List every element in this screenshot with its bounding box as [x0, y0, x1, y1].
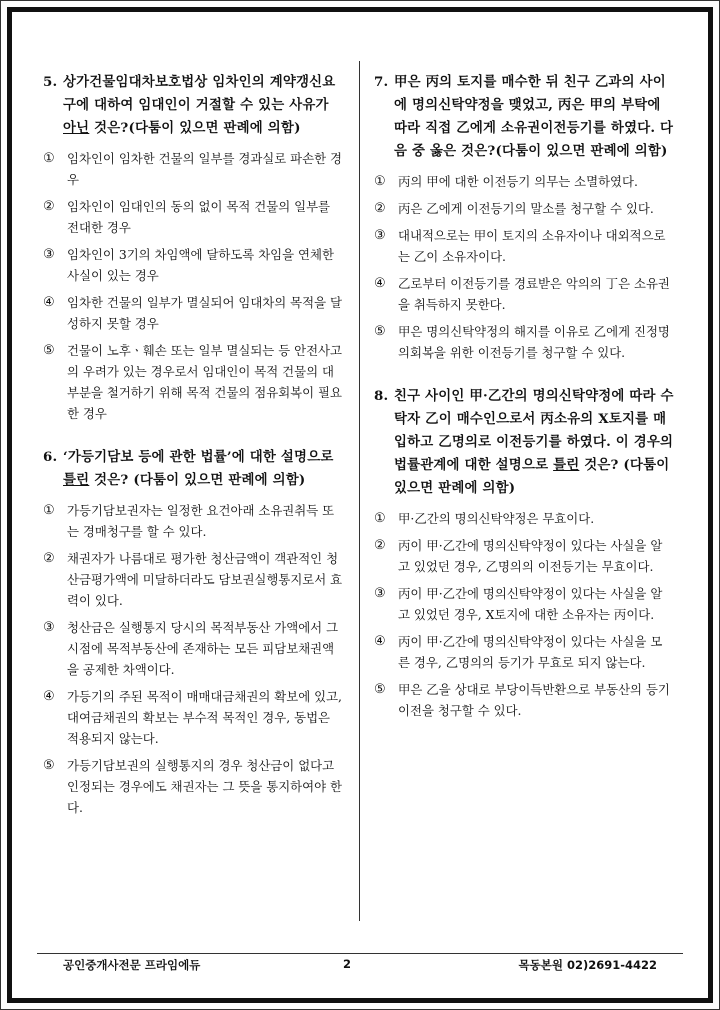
option-number: ③	[374, 586, 386, 601]
option-number: ①	[374, 511, 386, 526]
question-stem	[374, 385, 674, 500]
option-text: 丙이 甲·乙간에 명의신탁약정이 있다는 사실을 모른 경우, 乙명의의 등기가 무효로 되지 않는다.	[398, 634, 663, 670]
answer-option	[43, 244, 343, 286]
option-text: 임차한 건물의 일부가 멸실되어 임대차의 목적을 달성하지 못할 경우	[67, 295, 342, 331]
answer-option	[374, 535, 674, 577]
option-text: 乙로부터 이전등기를 경료받은 악의의 丁은 소유권을 취득하지 못한다.	[398, 276, 670, 312]
option-text: 가등기담보권의 실행통지의 경우 청산금이 없다고 인정되는 경우에도 채권자는 그 뜻을 통지하여야 한다.	[67, 758, 342, 815]
question-text-segment: 것은?(다툼이 있으면 판례에 의함)	[89, 120, 301, 136]
question-block	[43, 446, 343, 818]
answer-options	[374, 508, 674, 721]
option-text: 임차인이 임대인의 동의 없이 목적 건물의 일부를 전대한 경우	[67, 199, 331, 235]
answer-option	[374, 631, 674, 673]
answer-option	[43, 148, 343, 190]
option-text: 甲은 乙을 상대로 부당이득반환으로 부동산의 등기이전을 청구할 수 있다.	[398, 682, 670, 718]
answer-option	[374, 583, 674, 625]
question-block	[374, 385, 674, 721]
answer-option	[374, 273, 674, 315]
option-text: 임차인이 임차한 건물의 일부를 경과실로 파손한 경우	[67, 151, 342, 187]
option-number: ③	[374, 228, 386, 243]
option-text: 건물이 노후ㆍ훼손 또는 일부 멸실되는 등 안전사고의 우려가 있는 경우로서 임대인이 목적 건물의 대부분을 철거하기 위해 목적 건물의 점유회복이 필요한 경우	[67, 343, 342, 421]
footer-divider	[37, 953, 683, 954]
answer-option	[374, 321, 674, 363]
option-text: 가등기의 주된 목적이 매매대금채권의 확보에 있고, 대여금채권의 확보는 부수적 목적인 경우, 동법은 적용되지 않는다.	[67, 689, 342, 746]
answer-options	[43, 500, 343, 818]
footer-contact: 목동본원 02)2691-4422	[518, 958, 657, 972]
option-number: ⑤	[374, 682, 386, 697]
answer-option	[374, 198, 674, 219]
option-number: ①	[43, 503, 55, 518]
option-number: ④	[43, 689, 55, 704]
answer-option	[374, 679, 674, 721]
underlined-emphasis: 틀린	[553, 457, 580, 473]
footer-academy-name: 공인중개사전문 프라임에듀	[63, 958, 201, 972]
option-number: ①	[374, 174, 386, 189]
option-number: ①	[43, 151, 55, 166]
answer-option	[374, 225, 674, 267]
question-text-segment: 甲은 丙의 토지를 매수한 뒤 친구 乙과의 사이에 명의신탁약정을 맺었고, 丙은 甲의 부탁에 따라 직접 乙에게 소유권이전등기를 하였다. 다음 중 옳은 것은?(다툼이 있으면 판례에 의함)	[394, 74, 674, 159]
option-number: ②	[374, 201, 386, 216]
column-divider	[359, 61, 360, 921]
left-column	[43, 71, 343, 840]
answer-option	[43, 292, 343, 334]
answer-option	[374, 508, 674, 529]
question-text-segment: 상가건물임대차보호법상 임차인의 계약갱신요구에 대하여 임대인이 거절할 수 있는 사유가	[63, 74, 336, 113]
answer-option	[43, 500, 343, 542]
answer-options	[43, 148, 343, 424]
option-number: ⑤	[43, 758, 55, 773]
option-number: ④	[43, 295, 55, 310]
option-text: 丙의 甲에 대한 이전등기 의무는 소멸하였다.	[398, 174, 638, 189]
question-number: 7.	[374, 74, 389, 90]
answer-options	[374, 171, 674, 363]
option-number: ③	[43, 620, 55, 635]
answer-option	[43, 617, 343, 680]
question-block	[374, 71, 674, 363]
underlined-emphasis: 틀린	[63, 472, 90, 488]
option-text: 채권자가 나름대로 평가한 청산금액이 객관적인 청산금평가액에 미달하더라도 담보권실행통지로서 효력이 있다.	[67, 551, 343, 608]
option-text: 청산금은 실행통지 당시의 목적부동산 가액에서 그 시점에 목적부동산에 존재하는 모든 피담보채권액을 공제한 차액이다.	[67, 620, 339, 677]
option-number: ④	[374, 634, 386, 649]
question-number: 8.	[374, 388, 389, 404]
option-number: ⑤	[43, 343, 55, 358]
footer-page-number: 2	[343, 957, 352, 971]
option-text: 丙이 甲·乙간에 명의신탁약정이 있다는 사실을 알고 있었던 경우, 乙명의의 이전등기는 무효이다.	[398, 538, 663, 574]
answer-option	[43, 686, 343, 749]
option-number: ②	[43, 199, 55, 214]
question-stem	[374, 71, 674, 163]
right-column	[374, 71, 674, 743]
page-footer	[43, 957, 677, 977]
question-stem	[43, 71, 343, 140]
question-text-segment: 것은? (다툼이 있으면 판례에 의함)	[89, 472, 306, 488]
question-text	[394, 385, 674, 500]
option-text: 甲·乙간의 명의신탁약정은 무효이다.	[398, 511, 595, 526]
option-number: ③	[43, 247, 55, 262]
question-text-segment: ‘가등기담보 등에 관한 법률’에 대한 설명으로	[63, 449, 334, 465]
question-number: 5.	[43, 74, 58, 90]
option-number: ⑤	[374, 324, 386, 339]
option-text: 甲은 명의신탁약정의 해지를 이유로 乙에게 진정명의회복을 위한 이전등기를 청구할 수 있다.	[398, 324, 670, 360]
option-number: ②	[374, 538, 386, 553]
question-text	[63, 71, 343, 140]
question-text	[394, 71, 674, 163]
question-stem	[43, 446, 343, 492]
answer-option	[374, 171, 674, 192]
option-number: ④	[374, 276, 386, 291]
option-text: 대내적으로는 甲이 토지의 소유자이나 대외적으로는 乙이 소유자이다.	[398, 228, 666, 264]
option-text: 가등기담보권자는 일정한 요건아래 소유권취득 또는 경매청구를 할 수 있다.	[67, 503, 335, 539]
answer-option	[43, 755, 343, 818]
option-text: 임차인이 3기의 차임액에 달하도록 차임을 연체한 사실이 있는 경우	[67, 247, 334, 283]
option-text: 丙이 甲·乙간에 명의신탁약정이 있다는 사실을 알고 있었던 경우, X토지에 대한 소유자는 丙이다.	[398, 586, 663, 622]
answer-option	[43, 340, 343, 424]
answer-option	[43, 548, 343, 611]
option-number: ②	[43, 551, 55, 566]
question-text	[63, 446, 343, 492]
question-number: 6.	[43, 449, 58, 465]
underlined-emphasis: 아닌	[63, 120, 90, 136]
answer-option	[43, 196, 343, 238]
question-text-segment: 것은? (다툼이 있으면 판례에 의함)	[394, 457, 670, 496]
option-text: 丙은 乙에게 이전등기의 말소를 청구할 수 있다.	[398, 201, 654, 216]
question-text-segment: 친구 사이인 甲·乙간의 명의신탁약정에 따라 수탁자 乙이 매수인으로서 丙소유의 X토지를 매입하고 乙명의로 이전등기를 하였다. 이 경우의 법률관계에 대한 설명으로	[394, 388, 674, 473]
question-block	[43, 71, 343, 424]
